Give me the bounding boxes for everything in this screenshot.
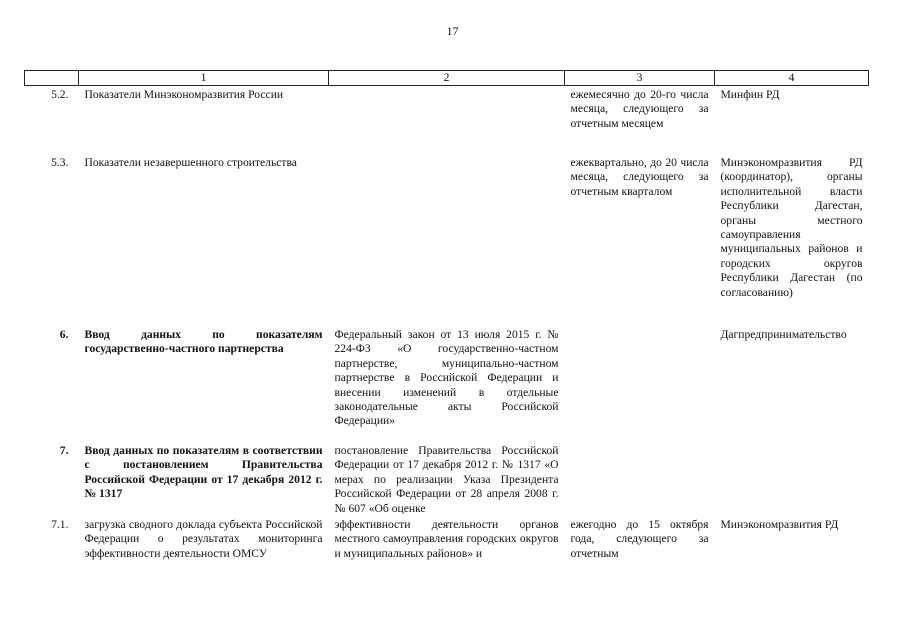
header-col-3: 3	[565, 71, 715, 86]
row-deadline	[565, 326, 715, 442]
row-name: Ввод данных по показателям в соответствии с постановлением Правительства Российской Федерации от 17 декабря 2012 г. № 1317	[84, 444, 323, 501]
row-deadline: ежемесячно до 20-го числа месяца, следующего за отчетным месяцем	[570, 88, 709, 130]
table-row	[25, 442, 869, 516]
row-number: 5.2.	[51, 88, 69, 101]
row-responsible: Минфин РД	[720, 88, 780, 101]
row-number: 5.3.	[51, 156, 69, 169]
row-basis	[329, 86, 565, 155]
row-basis: Федеральный закон от 13 июля 2015 г. № 224-ФЗ «О государственно-частном партнерстве, муниципально-частном партнерстве в Российской Федерации и внесении изменений в отдельные законодательные акты Российской Федерации»	[334, 328, 559, 428]
row-responsible: Дагпредпринимательство	[720, 328, 847, 341]
row-number: 7.1.	[51, 518, 69, 532]
table-row	[25, 516, 869, 578]
row-basis: постановление Правительства Российской Федерации от 17 декабря 2012 г. № 1317 «О мерах по реализации Указа Президента Российской Федерации от 28 апреля 2008 г. № 607 «Об оценке	[334, 444, 559, 515]
table-row	[25, 86, 869, 155]
header-col-4: 4	[715, 71, 869, 86]
document-table	[24, 70, 869, 578]
table-row	[25, 154, 869, 326]
header-col-num	[25, 71, 79, 86]
table-row	[25, 326, 869, 442]
row-name: Показатели незавершенного строительства	[84, 156, 297, 169]
row-deadline: ежегодно до 15 октября года, следующего за отчетным	[570, 518, 709, 560]
row-name: Ввод данных по показателям государственно-частного партнерства	[84, 328, 323, 356]
row-basis: эффективности деятельности органов местного самоуправления городских округов и муниципальных районов» и	[334, 518, 559, 560]
row-name: загрузка сводного доклада субъекта Российской Федерации о результатах мониторинга эффективности деятельности ОМСУ	[84, 518, 323, 560]
header-col-1: 1	[79, 71, 329, 86]
row-number: 6.	[59, 328, 69, 341]
page-number: 17	[446, 24, 459, 38]
row-deadline: ежеквартально, до 20 числа месяца, следующего за отчетным кварталом	[570, 156, 709, 198]
header-col-2: 2	[329, 71, 565, 86]
table-header-row	[25, 71, 869, 86]
row-responsible: Минэкономразвития РД (координатор), органы исполнительной власти Республики Дагестан, органы местного самоуправления муниципальных районов и городских округов Республики Дагестан (по согласованию)	[720, 156, 863, 299]
row-responsible	[715, 442, 869, 516]
row-number: 7.	[59, 444, 69, 457]
row-deadline	[565, 442, 715, 516]
row-responsible: Минэкономразвития РД	[720, 518, 839, 532]
row-name: Показатели Минэкономразвития России	[84, 88, 284, 101]
row-basis	[329, 154, 565, 326]
